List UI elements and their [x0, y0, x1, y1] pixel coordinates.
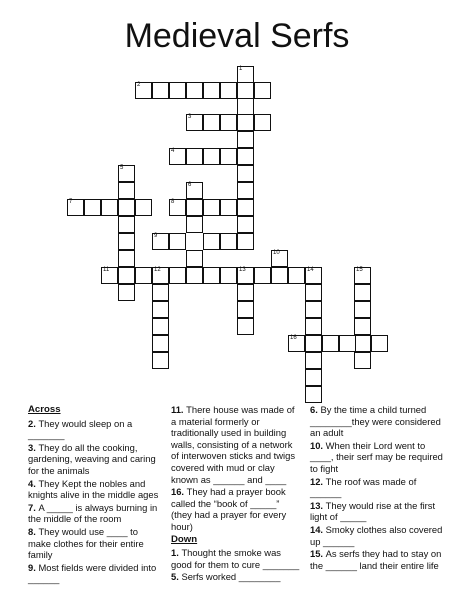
- grid-cell[interactable]: [254, 82, 271, 99]
- grid-cell[interactable]: [186, 199, 203, 216]
- clue-number: 15: [356, 267, 363, 273]
- grid-cell[interactable]: [118, 233, 135, 250]
- clue-item-text: By the time a child turned ________they were considered an adult: [310, 404, 441, 439]
- clue-item-number: 10.: [310, 439, 326, 451]
- clue-item-number: 4.: [28, 477, 39, 489]
- clue-item: [310, 440, 445, 475]
- across-clues: [28, 404, 162, 586]
- clue-item: [171, 547, 301, 570]
- grid-cell[interactable]: [169, 233, 186, 250]
- clue-item-text: Serfs worked ________: [181, 571, 281, 583]
- grid-cell[interactable]: [203, 82, 220, 99]
- grid-cell[interactable]: [354, 267, 371, 284]
- grid-cell[interactable]: [152, 318, 169, 335]
- clue-item-number: 3.: [28, 441, 39, 453]
- grid-cell[interactable]: [152, 233, 169, 250]
- clue-number: 2: [137, 82, 141, 88]
- grid-cell[interactable]: [203, 114, 220, 131]
- grid-cell[interactable]: [152, 267, 169, 284]
- clue-item: [171, 571, 301, 583]
- clue-item-text: When their Lord went to ____, their serf may be required to fight: [310, 439, 443, 474]
- grid-cell[interactable]: [203, 267, 220, 284]
- clue-item: [310, 524, 445, 547]
- clue-item-number: 8.: [28, 525, 39, 537]
- clue-item-text: Thought the smoke was good for them to cure _______: [171, 547, 300, 570]
- grid-cell[interactable]: [203, 148, 220, 165]
- grid-cell[interactable]: [101, 199, 118, 216]
- clue-item-number: 5.: [171, 571, 182, 583]
- grid-cell[interactable]: [254, 267, 271, 284]
- grid-cell[interactable]: [186, 216, 203, 233]
- grid-cell[interactable]: [152, 82, 169, 99]
- grid-cell[interactable]: [169, 82, 186, 99]
- grid-cell[interactable]: [237, 233, 254, 250]
- grid-cell[interactable]: [186, 182, 203, 199]
- grid-cell[interactable]: [135, 267, 152, 284]
- grid-cell[interactable]: [203, 199, 220, 216]
- clue-item: [310, 404, 445, 439]
- clue-item-text: Most fields were divided into ______: [28, 561, 157, 585]
- grid-cell[interactable]: [220, 199, 237, 216]
- clue-item-number: 11.: [171, 404, 187, 415]
- grid-cell[interactable]: [84, 199, 101, 216]
- grid-cell[interactable]: [354, 335, 371, 352]
- grid-cell[interactable]: [305, 352, 322, 369]
- clue-item-number: 16.: [171, 486, 187, 498]
- clue-number: 7: [69, 199, 73, 205]
- grid-cell[interactable]: [237, 182, 254, 199]
- clue-item-number: 13.: [310, 499, 326, 511]
- clue-number: 3: [188, 114, 192, 120]
- grid-cell[interactable]: [152, 284, 169, 301]
- clue-number: 14: [307, 267, 314, 273]
- clue-item-number: 1.: [171, 547, 182, 559]
- clue-item: [310, 548, 445, 571]
- grid-cell[interactable]: [237, 98, 254, 115]
- clue-item: [171, 486, 301, 532]
- grid-cell[interactable]: [169, 148, 186, 165]
- clue-item: [28, 562, 162, 585]
- grid-cell[interactable]: [237, 82, 254, 99]
- grid-cell[interactable]: [220, 267, 237, 284]
- clue-number: 11: [103, 267, 110, 273]
- grid-cell[interactable]: [237, 284, 254, 301]
- clue-item: [28, 418, 162, 441]
- grid-cell[interactable]: [371, 335, 388, 352]
- clue-number: 13: [239, 267, 246, 273]
- grid-cell[interactable]: [288, 335, 305, 352]
- clue-item: [28, 442, 162, 477]
- grid-cell[interactable]: [118, 250, 135, 267]
- down-heading: Down: [171, 533, 198, 545]
- across-heading: Across: [28, 404, 61, 415]
- grid-cell[interactable]: [169, 199, 186, 216]
- grid-cell[interactable]: [186, 82, 203, 99]
- grid-cell[interactable]: [186, 148, 203, 165]
- clue-number: 5: [120, 165, 124, 171]
- grid-cell[interactable]: [118, 284, 135, 301]
- middle-clues: [171, 404, 301, 584]
- grid-cell[interactable]: [237, 131, 254, 148]
- grid-cell[interactable]: [288, 267, 305, 284]
- grid-cell[interactable]: [135, 82, 152, 99]
- grid-cell[interactable]: [322, 335, 339, 352]
- grid-cell[interactable]: [186, 114, 203, 131]
- clue-number: 9: [154, 233, 158, 239]
- grid-cell[interactable]: [305, 386, 322, 403]
- clue-number: 1: [239, 66, 243, 72]
- grid-cell[interactable]: [152, 301, 169, 318]
- grid-cell[interactable]: [237, 318, 254, 335]
- clue-item-text: They Kept the nobles and knights alive in the middle ages: [28, 477, 159, 501]
- grid-cell[interactable]: [271, 267, 288, 284]
- clue-item-text: They do all the cooking, gardening, weaving and caring for the animals: [28, 441, 156, 476]
- clue-item-number: 12.: [310, 475, 326, 487]
- grid-cell[interactable]: [220, 148, 237, 165]
- clue-number: 4: [171, 148, 175, 154]
- grid-cell[interactable]: [101, 267, 118, 284]
- clue-number: 6: [188, 182, 192, 188]
- grid-cell[interactable]: [118, 199, 135, 216]
- clue-item-text: They would rise at the first light of _____: [310, 499, 436, 523]
- grid-cell[interactable]: [118, 267, 135, 284]
- grid-cell[interactable]: [237, 216, 254, 233]
- grid-cell[interactable]: [305, 369, 322, 386]
- grid-cell[interactable]: [118, 216, 135, 233]
- grid-cell[interactable]: [271, 250, 288, 267]
- clue-item-number: 2.: [28, 417, 39, 429]
- grid-cell[interactable]: [237, 267, 254, 284]
- grid-cell[interactable]: [152, 335, 169, 352]
- clue-item: [310, 476, 445, 499]
- grid-cell[interactable]: [135, 199, 152, 216]
- grid-cell[interactable]: [354, 301, 371, 318]
- grid-cell[interactable]: [305, 284, 322, 301]
- grid-cell[interactable]: [220, 82, 237, 99]
- grid-cell[interactable]: [305, 318, 322, 335]
- grid-cell[interactable]: [237, 148, 254, 165]
- grid-cell[interactable]: [354, 352, 371, 369]
- clue-number: 10: [273, 250, 280, 256]
- grid-cell[interactable]: [203, 233, 220, 250]
- clue-item: [28, 478, 162, 501]
- grid-cell[interactable]: [305, 335, 322, 352]
- clue-item-number: 9.: [28, 561, 39, 573]
- grid-cell[interactable]: [186, 267, 203, 284]
- grid-cell[interactable]: [339, 335, 356, 352]
- clue-item: [171, 404, 301, 485]
- grid-cell[interactable]: [237, 301, 254, 318]
- clue-item-number: 14.: [310, 523, 326, 535]
- clue-item-text: They would use ____ to make clothes for their entire family: [28, 525, 144, 561]
- grid-cell[interactable]: [118, 165, 135, 182]
- grid-cell[interactable]: [169, 267, 186, 284]
- clue-item-text: They would sleep on a _______: [28, 417, 133, 441]
- clue-item: [310, 500, 445, 523]
- grid-cell[interactable]: [237, 114, 254, 131]
- clue-item-number: 15.: [310, 548, 326, 560]
- grid-cell[interactable]: [220, 114, 237, 131]
- clue-item-text: The roof was made of ______: [310, 475, 417, 499]
- clue-item: [28, 526, 162, 561]
- clue-number: 12: [154, 267, 161, 273]
- clue-item-text: They had a prayer book called the “book of _____” (they had a prayer for every hour): [171, 486, 287, 532]
- grid-cell[interactable]: [186, 250, 203, 267]
- clue-item-text: Smoky clothes also covered up ______: [310, 523, 443, 547]
- clue-number: 8: [171, 199, 175, 205]
- grid-cell[interactable]: [237, 165, 254, 182]
- grid-cell[interactable]: [354, 284, 371, 301]
- grid-cell[interactable]: [254, 114, 271, 131]
- right-clues: [310, 404, 445, 572]
- clue-item-text: There house was made of a material formerly or traditionally used in building walls, consisting of a network of interwoven sticks and twigs covered with mud or clay known as ______ and ____: [171, 404, 296, 485]
- grid-cell[interactable]: [152, 352, 169, 369]
- page-title: Medieval Serfs: [124, 17, 350, 55]
- clue-item-number: 6.: [310, 404, 321, 415]
- clue-item-text: As serfs they had to stay on the ______ land their entire life: [310, 548, 442, 571]
- clue-item-number: 7.: [28, 501, 39, 513]
- clue-item: [28, 502, 162, 525]
- grid-cell[interactable]: [118, 182, 135, 199]
- grid-cell[interactable]: [220, 233, 237, 250]
- clue-number: 16: [290, 335, 297, 341]
- clue-item-text: A _____ is always burning in the middle of the room: [28, 501, 158, 525]
- grid-cell[interactable]: [237, 66, 254, 83]
- grid-cell[interactable]: [305, 267, 322, 284]
- grid-cell[interactable]: [237, 199, 254, 216]
- grid-cell[interactable]: [67, 199, 84, 216]
- grid-cell[interactable]: [354, 318, 371, 335]
- grid-cell[interactable]: [305, 301, 322, 318]
